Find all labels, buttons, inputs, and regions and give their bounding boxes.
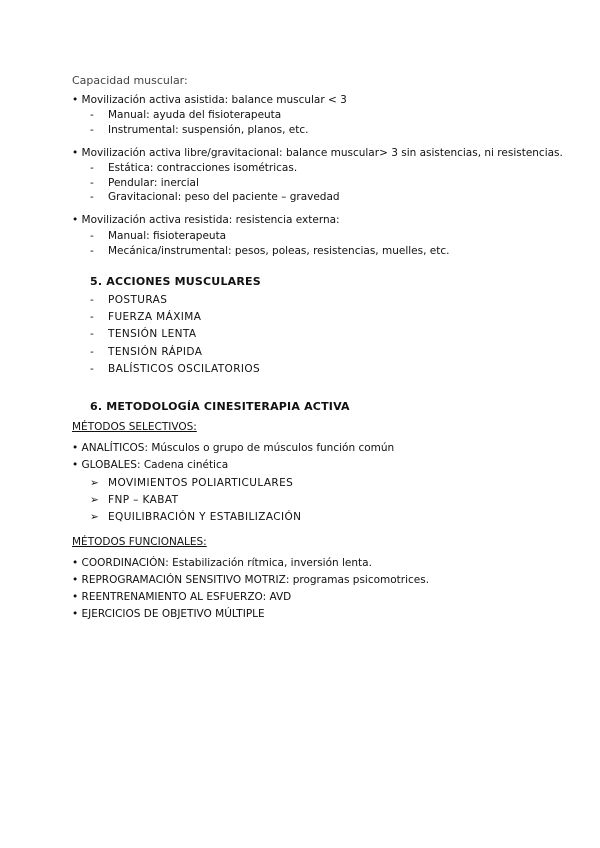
dash-marker: - [90, 363, 94, 375]
list-item: FNP – KABAT [108, 494, 179, 506]
dash-marker: - [90, 124, 94, 136]
dash-marker: - [90, 191, 94, 203]
list-item: Gravitacional: peso del paciente – gravedad [108, 191, 340, 203]
dash-marker: - [90, 162, 94, 174]
list-item: Estática: contracciones isométricas. [108, 162, 298, 174]
list-item: Pendular: inercial [108, 177, 199, 189]
list-item: FUERZA MÁXIMA [108, 311, 202, 323]
list-item: EQUILIBRACIÓN Y ESTABILIZACIÓN [108, 511, 302, 523]
list-item: POSTURAS [108, 294, 168, 306]
list-item: TENSIÓN LENTA [108, 328, 197, 340]
bullet-libre: • Movilización activa libre/gravitacional: balance muscular> 3 sin asistencias, ni resistencias. [72, 147, 563, 159]
list-item: Manual: ayuda del fisioterapeuta [108, 109, 282, 121]
list-item: • GLOBALES: Cadena cinética [72, 459, 229, 471]
list-item: • REPROGRAMACIÓN SENSITIVO MOTRIZ: programas psicomotrices. [72, 574, 430, 586]
list-item: TENSIÓN RÁPIDA [108, 346, 203, 358]
dash-marker: - [90, 230, 94, 242]
arrow-marker: ➢ [90, 477, 99, 489]
arrow-marker: ➢ [90, 494, 99, 506]
list-item: MOVIMIENTOS POLIARTICULARES [108, 477, 294, 489]
list-item: • COORDINACIÓN: Estabilización rítmica, inversión lenta. [72, 557, 372, 569]
list-item: • ANALÍTICOS: Músculos o grupo de músculos función común [72, 442, 395, 454]
list-item: Mecánica/instrumental: pesos, poleas, resistencias, muelles, etc. [108, 245, 450, 257]
subheading-funcionales: MÉTODOS FUNCIONALES: [72, 536, 207, 548]
list-item: BALÍSTICOS OSCILATORIOS [108, 363, 261, 375]
section-heading-metodologia: 6. METODOLOGÍA CINESITERAPIA ACTIVA [90, 400, 350, 413]
subheading-selectivos: MÉTODOS SELECTIVOS: [72, 421, 197, 433]
dash-marker: - [90, 109, 94, 121]
capacidad-title: Capacidad muscular: [72, 74, 188, 87]
list-item: • EJERCICIOS DE OBJETIVO MÚLTIPLE [72, 608, 265, 620]
bullet-resistida: • Movilización activa resistida: resistencia externa: [72, 214, 340, 226]
list-item: Manual: fisioterapeuta [108, 230, 227, 242]
dash-marker: - [90, 346, 94, 358]
dash-marker: - [90, 294, 94, 306]
section-heading-acciones: 5. ACCIONES MUSCULARES [90, 275, 261, 288]
bullet-asistida: • Movilización activa asistida: balance muscular < 3 [72, 94, 347, 106]
dash-marker: - [90, 245, 94, 257]
list-item: Instrumental: suspensión, planos, etc. [108, 124, 309, 136]
list-item: • REENTRENAMIENTO AL ESFUERZO: AVD [72, 591, 292, 603]
arrow-marker: ➢ [90, 511, 99, 523]
dash-marker: - [90, 311, 94, 323]
dash-marker: - [90, 177, 94, 189]
dash-marker: - [90, 328, 94, 340]
